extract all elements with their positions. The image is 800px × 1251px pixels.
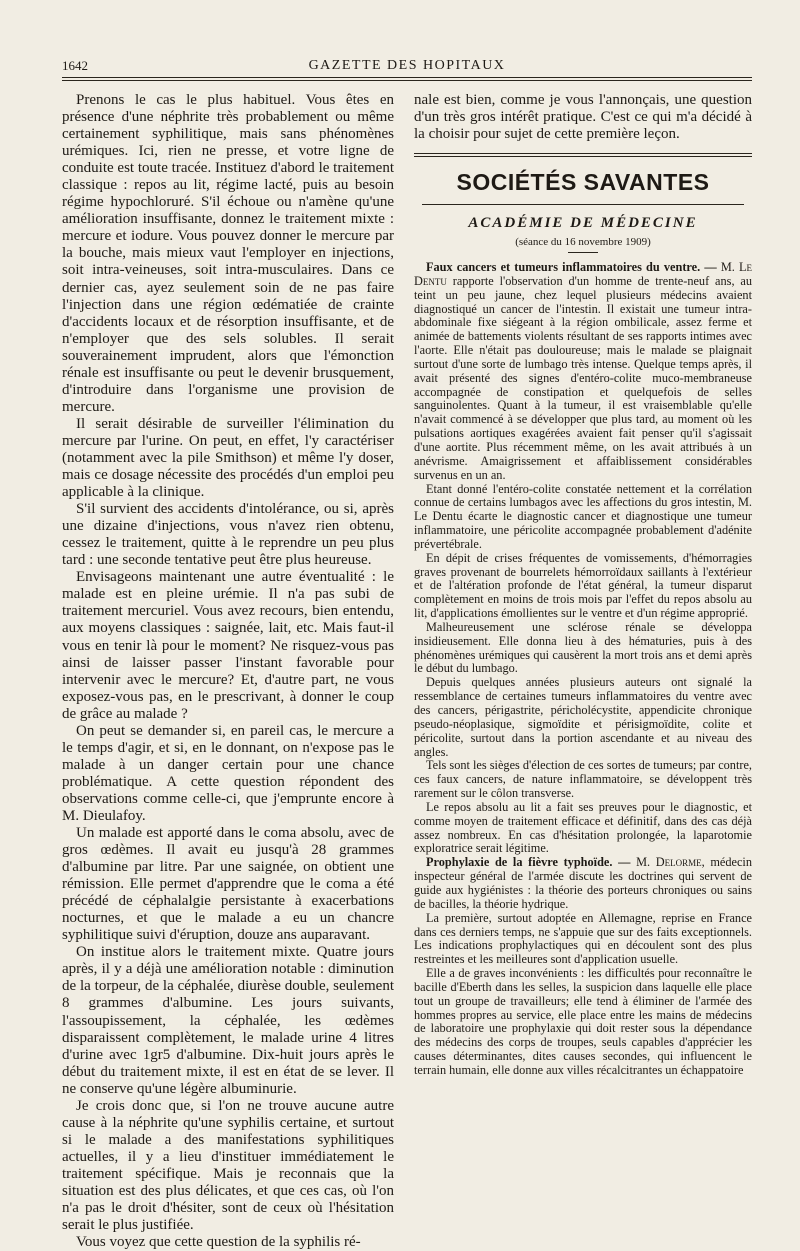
report-paragraph: Elle a de graves inconvénients : les difficultés pour reconnaître le bacille d'Eberth dans les selles, la suspicion dans laquelle elle place tout un groupe de travailleurs; elle tend à éliminer de l'armée des hommes propres au service, elle place entre les mains de médecins de laboratoire une prophylaxie qui doit rester sous la dépendance des médecins des corps de troupes, seuls capables d'apprécier les causes déterminantes, dites causes secondes, qui influencent le terrain humain, elle donne aux villes récalcitrantes un échappatoire (414, 966, 752, 1077)
page-number: 1642 (62, 58, 88, 73)
report-body (414, 261, 752, 1078)
section-title-rule (422, 204, 744, 205)
report-heading: Faux cancers et tumeurs inflammatoires du ventre. — (426, 260, 717, 274)
report-paragraph: Le repos absolu au lit a fait ses preuves pour le diagnostic, et comme moyen de traitement efficace et définitif, dans des cas déjà assez nombreux. En cas d'hésitation prolongée, la laparotomie exploratrice serait légitime. (414, 799, 752, 856)
right-column (414, 92, 752, 1078)
header-rule (62, 77, 752, 78)
report-paragraph: Depuis quelques années plusieurs auteurs ont signalé la ressemblance de certaines tumeurs inflammatoires du ventre avec des cancers, périgastrite, péricholécystite, appendicite chronique pseudo-néoplasique, sigmoïdite et périsigmoïdite, colite et péricolite, surtout dans la portion ascendante et au niveau des angles. (414, 675, 752, 759)
left-paragraph: Je crois donc que, si l'on ne trouve aucune autre cause à la néphrite qu'une syphilis certaine, et surtout si le malade a des manifestations syphilitiques actuelles, il y a lieu d'instituer immédiatement le traitement spécifique. Mais je reconnais que la situation est des plus délicates, et que ces cas, où l'on n'a pas le droit d'hésiter, sont de ceux où l'hésitation serait le plus justifiée. (62, 1097, 394, 1234)
report-paragraph: Tels sont les sièges d'élection de ces sortes de tumeurs; par contre, ces faux cancers, de nature inflammatoire, se développent très rarement sur le côlon transverse. (414, 758, 752, 801)
report-paragraph: La première, surtout adoptée en Allemagne, reprise en France dans ces derniers temps, ne s'appuie que sur des faits exceptionnels. Les indications prophylactiques qui en découlent sont des plus restreintes et les meilleures sont d'application usuelle. (414, 910, 752, 967)
report-paragraph: Faux cancers et tumeurs inflammatoires du ventre. — M. Le Dentu rapporte l'observation d'un homme de trente-neuf ans, au teint un peu jaune, chez lequel plusieurs médecins avaient diagnostiqué un cancer de l'intestin. Il existait une tumeur intra-abdominale fixe siégeant à la région ombilicale, assez ferme et animée de battements violents résultant de ses rapports intimes avec l'aorte. Elle n'était pas douloureuse; mais le malade se plaignait surtout d'une sorte de lumbago très intense. Quelque temps après, il avait présenté des signes d'entéro-colite muco-membraneuse accompagnée de constipation et quelquefois de selles sanguinolentes. Quant à la tumeur, il est vraisemblable qu'elle n'avait commencé à se développer que plus tard, au moment où les pulsations aortiques exagérées avaient fait penser qu'il s'agissait d'une aortite. Plus récemment même, on les avait attribués à un anévrisme. Amaigrissement et affaiblissement considérables survenus en un an. (414, 260, 753, 482)
left-paragraph: Envisageons maintenant une autre éventualité : le malade est en pleine urémie. Il n'a pas subi de traitement mercuriel. Vous avez recours, bien entendu, aux moyens classiques : saignée, lait, etc. Mais faut-il vous en tenir là pour le moment? Ne risquez-vous pas ainsi de laisser passer l'instant favorable pour intervenir avec le mercure? Et, d'autre part, ne vous exposez-vous pas, en le prescrivant, à donner le coup de grâce au malade ? (62, 569, 394, 722)
page-header (62, 58, 752, 76)
section-divider (414, 153, 752, 157)
report-paragraph: Malheureusement une sclérose rénale se développa insidieusement. Elle donna lieu à des hématuries, puis à des phénomènes urémiques qui causèrent la mort trois ans et demi après le début du lumbago. (414, 619, 752, 676)
short-divider (568, 252, 598, 253)
report-heading: Prophylaxie de la fièvre typhoïde. — (426, 855, 631, 870)
left-paragraph: Prenons le cas le plus habituel. Vous êtes en présence d'une néphrite très probablement ou même certainement syphilitique, mais sans phénomènes urémiques. Ici, rien ne presse, et votre ligne de conduite est toute tracée. Instituez d'abord le traitement classique : repos au lit, régime lacté, puis au besoin régime hypochloruré. S'il échoue ou n'amène qu'une amélioration insuffisante, donnez le traitement mixte : mercure et iodure. Vous pouvez donner le mercure par la bouche, mais mieux vaut l'employer en injections, soit intra-veineuses, soit intra-musculaires. Dans ce dernier cas, ayez seulement soin de ne pas faire l'injection dans une région œdématiée de crainte d'accidents locaux et de résorption insuffisante, et de n'employer que des sels solubles. Il serait souverainement imprudent, alors que l'émonction rénale est insuffisante ou peut le devenir brusquement, d'introduire dans l'organisme une provision de mercure. (62, 92, 394, 415)
journal-title: GAZETTE DES HOPITAUX (308, 58, 506, 73)
academy-heading: ACADÉMIE DE MÉDECINE (468, 215, 698, 231)
continuation-paragraph: nale est bien, comme je vous l'annonçais, une question d'un très gros intérêt pratique. C'est ce qui m'a décidé à la choisir pour sujet de cette première leçon. (414, 92, 752, 142)
left-paragraph: S'il survient des accidents d'intolérance, ou si, après une dizaine d'injections, vous n'avez rien obtenu, cessez le traitement, quitte à le reprendre un peu plus tard : une seconde tentative peut être plus heureuse. (62, 501, 394, 569)
left-column (62, 92, 394, 1251)
left-paragraph: Un malade est apporté dans le coma absolu, avec de gros œdèmes. Il avait eu jusqu'à 28 grammes d'albumine par litre. Par une saignée, on obtient une rémission. Elle permet d'apprendre que le coma a été précédé de céphalalgie persistante à exacerbations nocturnes, et que le malade a eu un chancre syphilitique suivi d'éruption, douze ans auparavant. (62, 825, 394, 944)
left-paragraph: On institue alors le traitement mixte. Quatre jours après, il y a déjà une amélioration notable : diminution de la torpeur, de la céphalée, diurèse double, seulement 8 grammes d'albumine. Les jours suivants, l'assoupissement, la céphalée, les œdèmes disparaissent complètement, le malade urine 4 litres d'urine avec 1gr5 d'albumine. Dix-huit jours après le début du traitement mixte, il est en état de se lever. Il ne conserve qu'une légère albuminurie. (62, 944, 394, 1097)
report-author: M. Delorme (636, 855, 702, 870)
report-paragraph: Prophylaxie de la fièvre typhoïde. — M. Delorme, médecin inspecteur général de l'armée discute les doctrines qui servent de guide aux hygiénistes : la théorie des porteurs chroniques ou sains de bacilles, la théorie hydrique. (414, 855, 752, 911)
report-paragraph: En dépit de crises fréquentes de vomissements, d'hémorragies graves provenant de bourrelets hémorroïdaux saillants à l'extérieur et de l'altération profonde de l'état général, la tumeur disparut complètement en moins de trois mois par l'effet du repos absolu au lit, d'applications émollientes sur le ventre et d'un régime approprié. (414, 550, 752, 621)
section-title: SOCIÉTÉS SAVANTES (456, 169, 710, 195)
header-rule-second (62, 80, 752, 81)
report-paragraph: Etant donné l'entéro-colite constatée nettement et la corrélation connue de certains lumbagos avec les affections du gros intestin, M. Le Dentu écarte le diagnostic cancer et diagnostique une tumeur inflammatoire, une péricolite accompagnée probablement d'adénite prévertébrale. (414, 481, 752, 551)
report-author: M. Le Dentu (414, 260, 753, 288)
left-paragraph: On peut se demander si, en pareil cas, le mercure a le temps d'agir, et si, en le donnant, on n'expose pas le malade à un danger certain pour une chance problématique. A cette question répondent des observations comme celle-ci, que j'emprunte encore à M. Dieulafoy. (62, 722, 394, 824)
left-paragraph: Vous voyez que cette question de la syphilis ré- (76, 1234, 361, 1251)
left-paragraph: Il serait désirable de surveiller l'élimination du mercure par l'urine. On peut, en effet, l'y caractériser (notamment avec la pile Smithson) et même l'y doser, mais ce dosage nécessite des procédés d'un emploi peu applicable à la clinique. (62, 415, 394, 501)
session-date: (séance du 16 novembre 1909) (515, 236, 651, 248)
